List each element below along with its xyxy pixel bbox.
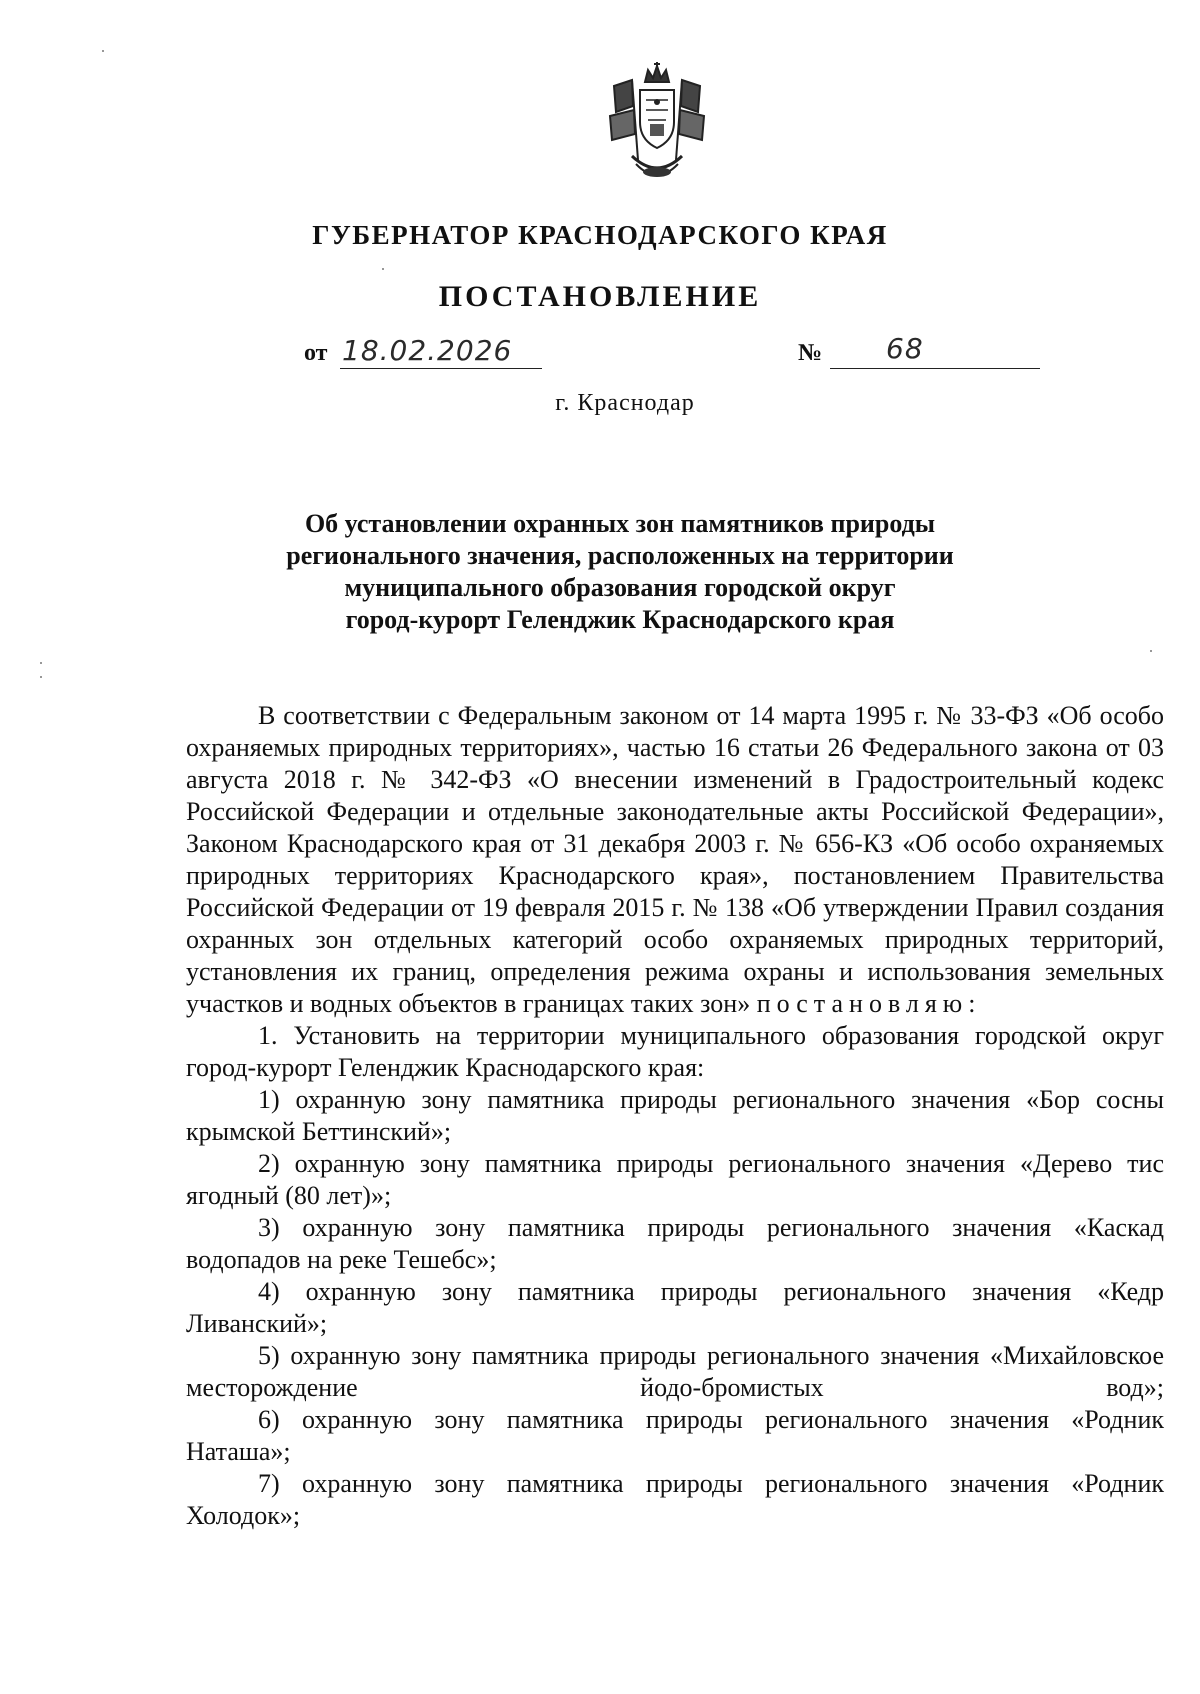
document-body xyxy=(186,700,1164,1532)
date-field xyxy=(340,334,542,369)
subitem-paragraph: 4) охранную зону памятника природы регионального значения «Кедр Ливанский»; xyxy=(186,1277,1164,1338)
title-line: регионального значения, расположенных на территории xyxy=(286,541,954,570)
scan-speck xyxy=(40,662,42,664)
resolve-word: постановляю: xyxy=(756,989,982,1018)
item-1-paragraph: 1. Установить на территории муниципального образования городской округ город-курорт Геленджик Краснодарского края: xyxy=(186,1021,1164,1082)
issuing-authority: ГУБЕРНАТОР КРАСНОДАРСКОГО КРАЯ xyxy=(312,220,888,250)
scan-speck xyxy=(1150,650,1152,652)
preamble-text: В соответствии с Федеральным законом от 14 марта 1995 г. № 33-ФЗ «Об особо охраняемых природных территориях», частью 16 статьи 26 Федерального закона от 03 августа 2018 г. № 342-ФЗ «О внесении изменений в Градостроительный кодекс Российской Федерации и отдельные законодательные акты Российской Федерации», Законом Краснодарского края от 31 декабря 2003 г. № 656-КЗ «Об особо охраняемых природных территориях Краснодарского края», постановлением Правительства Российской Федерации от 19 февраля 2015 г. № 138 «Об утверждении Правил создания охранных зон отдельных категорий особо охраняемых природных территорий, установления их границ, определения режима охраны и использования земельных участков и водных объектов в границах таких зон» xyxy=(186,701,1164,1018)
title-line: муниципального образования городской округ xyxy=(344,573,896,602)
date-prefix: от xyxy=(304,340,328,366)
document-title xyxy=(280,508,960,636)
subitem-paragraph: 7) охранную зону памятника природы регионального значения «Родник Холодок»; xyxy=(186,1469,1164,1530)
coat-of-arms-emblem xyxy=(602,60,712,190)
subitem-paragraph: 1) охранную зону памятника природы регионального значения «Бор сосны крымской Беттинский»; xyxy=(186,1085,1164,1146)
handwritten-date: 18.02.2026 xyxy=(342,334,513,367)
scan-speck xyxy=(102,50,104,52)
city-line: г. Краснодар xyxy=(555,390,695,416)
number-label: № xyxy=(798,340,823,366)
document-type: ПОСТАНОВЛЕНИЕ xyxy=(438,280,762,313)
title-line: город-курорт Геленджик Краснодарского края xyxy=(345,605,895,634)
title-line: Об установлении охранных зон памятников природы xyxy=(304,509,936,538)
subitem-paragraph: 2) охранную зону памятника природы регионального значения «Дерево тис ягодный (80 лет)»; xyxy=(186,1149,1164,1210)
subitem-paragraph: 3) охранную зону памятника природы регионального значения «Каскад водопадов на реке Тешебс»; xyxy=(186,1213,1164,1274)
handwritten-number: 68 xyxy=(886,332,924,365)
scan-speck xyxy=(40,676,42,678)
subitem-paragraph: 6) охранную зону памятника природы регионального значения «Родник Наташа»; xyxy=(186,1405,1164,1466)
scan-speck xyxy=(382,268,384,270)
preamble-paragraph xyxy=(186,700,1164,1020)
subitem-paragraph: 5) охранную зону памятника природы регионального значения «Михайловское месторождение йодо-бромистых вод»; xyxy=(186,1341,1164,1402)
number-field xyxy=(830,334,1040,369)
